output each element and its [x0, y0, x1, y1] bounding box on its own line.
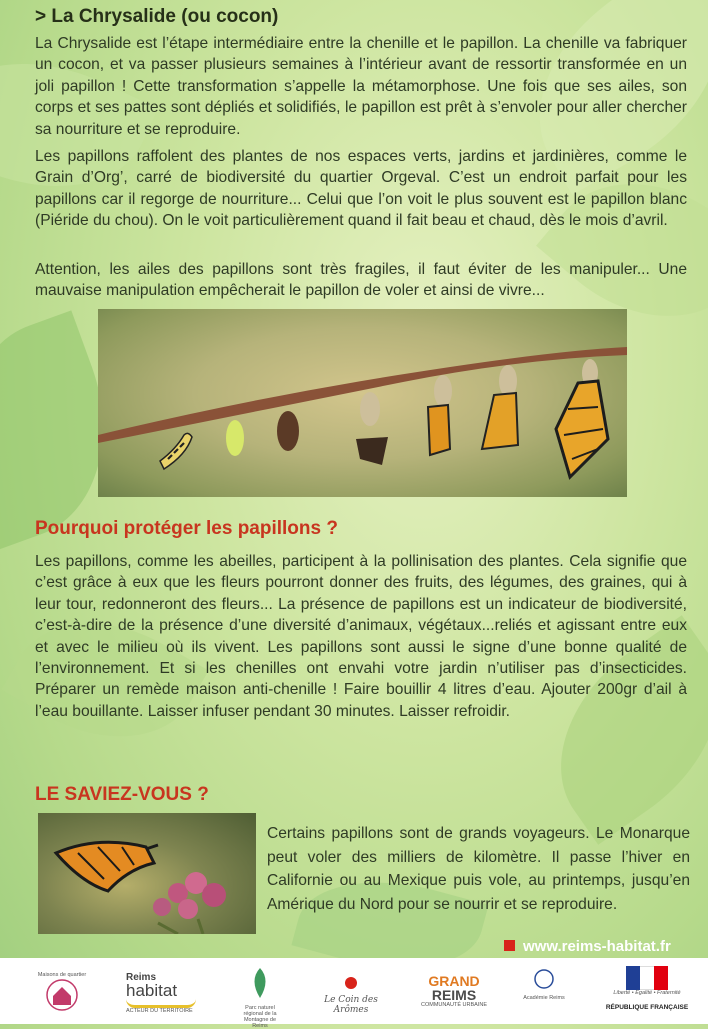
monarch-photo: [38, 813, 256, 934]
hanging-butterfly-icon: [482, 365, 518, 449]
house-icon: [45, 978, 79, 1012]
logo-academie-caption: Académie Reims: [523, 995, 565, 1001]
section-title-saviez-vous: LE SAVIEZ-VOUS ?: [35, 784, 209, 805]
poppy-icon: [343, 976, 359, 990]
chrysalis-dark-icon: [277, 411, 299, 451]
hanging-butterfly-icon: [428, 375, 452, 455]
logo-reims-habitat-top: Reims: [126, 972, 157, 983]
swoosh-icon: [126, 999, 196, 1008]
academie-seal-icon: [533, 968, 555, 990]
republique-motto: Liberté • Égalité • Fraternité: [613, 990, 681, 996]
logo-coin-des-aromes: [308, 976, 394, 1015]
logo-reims-habitat: [126, 972, 206, 1014]
paragraph-saviez-vous: Certains papillons sont de grands voyageurs. Le Monarque peut voler des milliers de kilomètre. Il passe l’hiver en Californie ou au Mexique puis vole, au printemps, jusqu’en Amérique du Nord pour se nourrir et se reproduire.: [267, 825, 690, 913]
caterpillar-icon: [160, 433, 192, 469]
metamorphosis-illustration: [98, 309, 627, 497]
logo-parc-caption: Parc naturel régional de la Montagne de Reims: [243, 1005, 277, 1029]
republique-label: RÉPUBLIQUE FRANÇAISE: [605, 1004, 689, 1011]
logo-grand-reims: [420, 974, 488, 1008]
monarch-on-flower-illustration: [38, 813, 256, 934]
logo-grand-text: GRAND: [428, 973, 480, 989]
chrysalis-green-icon: [226, 420, 244, 456]
logo-reims-habitat-tag: ACTEUR DU TERRITOIRE: [126, 1008, 193, 1014]
logo-grand-reims-tag: COMMUNAUTÉ URBAINE: [420, 1002, 487, 1008]
section-title-chrysalide: > La Chrysalide (ou cocon): [35, 6, 279, 27]
red-square-icon: [504, 940, 515, 951]
logo-parc-naturel: [238, 966, 282, 1029]
logo-reims-text: REIMS: [431, 987, 477, 1003]
metamorphosis-photo: [98, 309, 627, 497]
parc-leaf-icon: [249, 966, 271, 1000]
monarch-butterfly-icon: [556, 359, 608, 477]
website-link[interactable]: [504, 938, 671, 955]
tricolore-flag-icon: [600, 966, 694, 990]
partner-logos-bar: [0, 958, 708, 1029]
logo-coin-text: Le Coin des Arômes: [324, 995, 378, 1015]
logo-republique-francaise: [600, 966, 694, 1014]
logo-maison-caption: Maisons de quartier: [37, 972, 87, 978]
emerging-butterfly-icon: [356, 392, 388, 465]
logo-maisons-de-quartier: [34, 972, 90, 1017]
paragraph-plantes: Les papillons raffolent des plantes de nos espaces verts, jardins et jardinières, comme le Grain d’Org’, carré de biodiversité du quartier Orgeval. C’est un endroit parfait pour les papillons car il regorge de nourriture... Celui que l’on voit le plus souvent est le papillon blanc (Piéride du chou). On le voit particulièrement quand il fait beau et chaud, dès le mois d’avril.: [35, 148, 687, 230]
logo-reims-habitat-main: habitat: [126, 981, 178, 1000]
paragraph-chrysalide-intro: La Chrysalide est l’étape intermédiaire entre la chenille et le papillon. La chenille va fabriquer un cocon, et va passer plusieurs semaines à l’intérieur avant de ressortir transformée en un joli papillon ! Cette transformation s’appelle la métamorphose. Une fois que ses ailes, son corps et ses pattes sont dépliés et solidifiés, le papillon est prêt à s’envoler pour aller chercher sa nourriture et se reproduire.: [35, 35, 687, 138]
website-label: www.reims-habitat.fr: [523, 938, 671, 955]
logo-academie: [520, 968, 568, 1001]
paragraph-attention: Attention, les ailes des papillons sont très fragiles, il faut éviter de les manipuler... Une mauvaise manipulation empêcherait le papillon de voler et ainsi de vivre...: [35, 261, 687, 300]
section-title-proteger: Pourquoi protéger les papillons ?: [35, 518, 338, 539]
paragraph-proteger: Les papillons, comme les abeilles, participent à la pollinisation des plantes. Cela signifie que c’est grâce à eux que les fleurs pourront donner des fruits, des légumes, des graines, qui à leur tour, redonneront des fleurs... La présence de papillons est un indicateur de biodiversité, c’est-à-dire de la présence d’une diversité d’animaux, végétaux...reliés et agissant entre eux et avec le milieu où ils vivent. Les papillons sont aussi le signe d’une bonne qualité de l’environnement. Et si les chenilles ont envahi votre jardin n’utiliser pas d’insecticides. Préparer un remède maison anti-chenille ! Faire bouillir 4 litres d’eau. Ajouter 200gr d’ail à l’eau bouillante. Laisser infuser pendant 30 minutes. Laisser refroidir.: [35, 553, 687, 720]
